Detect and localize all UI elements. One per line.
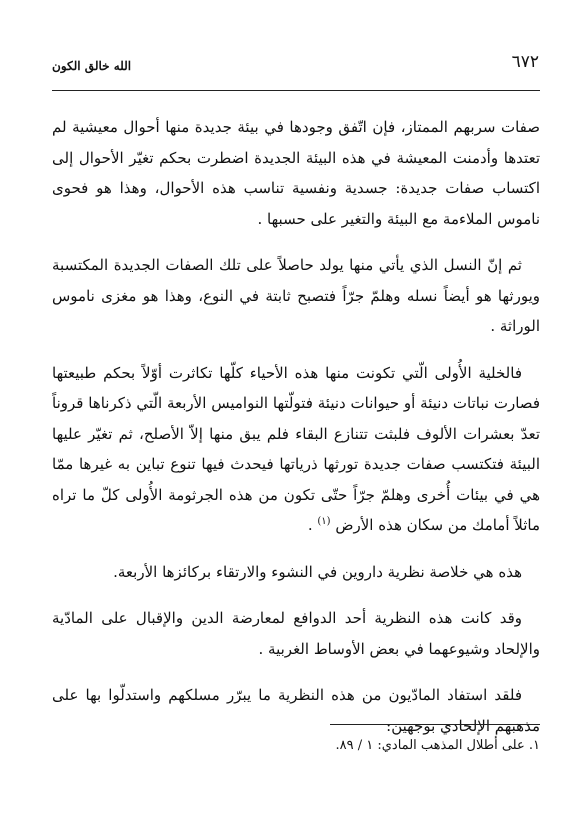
- footnote-reference[interactable]: (١): [317, 516, 331, 527]
- page-number: ٦٧٢: [511, 52, 539, 72]
- running-header-title: الله خالق الكون: [52, 59, 132, 73]
- paragraph-end-mark: .: [307, 516, 318, 534]
- paragraph: [52, 358, 540, 541]
- footnote: ١. على أطلال المذهب المادي: ١ / ٨٩.: [335, 738, 540, 753]
- paragraph: ثم إنّ النسل الذي يأتي منها يولد حاصلاً على تلك الصفات الجديدة المكتسبة ويورثها هو أيضاً نسله وهلمّ جرّاً فتصبح ثابتة في النوع، وهذا هو مغزى ناموس الوراثة .: [52, 256, 540, 335]
- paragraph: وقد كانت هذه النظرية أحد الدوافع لمعارضة الدين والإقبال على المادّية والإلحاد وشيوعهما في بعض الأوساط الغربية .: [52, 609, 540, 658]
- paragraph-text: فالخلية الأُولى الّتي تكونت منها هذه الأحياء كلّها تكاثرت أوّلاً بحكم طبيعتها فصارت نباتات دنيئة أو حيوانات دنيئة فتولّتها النواميس الأربعة الّتي ذكرناها قروناً تعدّ بعشرات الألوف فلبثت تتنازع البقاء فلم يبق منها إلاّ الأصلح، ثم تغيّر عليها البيئة فتكتسب صفات جديدة تورثها ذرياتها فيحدث فيها تنوع تباين به غيرها ممّا هي في بيئات أُخرى وهلمّ جرّاً حتّى تكون من هذه الجرثومة الأُولى كلّ ما تراه ماثلاً أمامك من سكان هذه الأرض: [52, 363, 540, 534]
- footnote-divider: [330, 724, 540, 725]
- paragraph: صفات سربهم الممتاز، فإن اتّفق وجودها في بيئة جديدة منها أحوال معيشية لم تعتدها وأدمنت المعيشة في هذه البيئة الجديدة اضطرت بحكم تغيّر الأحوال إلى اكتساب صفات جديدة: جسدية ونفسية تناسب هذه الأحوال، وهذا هو فحوى ناموس الملاءمة مع البيئة والتغير على حسبها .: [52, 118, 540, 228]
- paragraph: هذه هي خلاصة نظرية داروين في النشوء والارتقاء بركائزها الأربعة.: [113, 562, 522, 581]
- body-text: [52, 112, 540, 757]
- paragraph: فلقد استفاد المادّيون من هذه النظرية ما يبرّر مسلكهم واستدلّوا بها على مذهبهم الإلحادي بوجهين:: [52, 686, 540, 735]
- header-divider: [52, 90, 540, 91]
